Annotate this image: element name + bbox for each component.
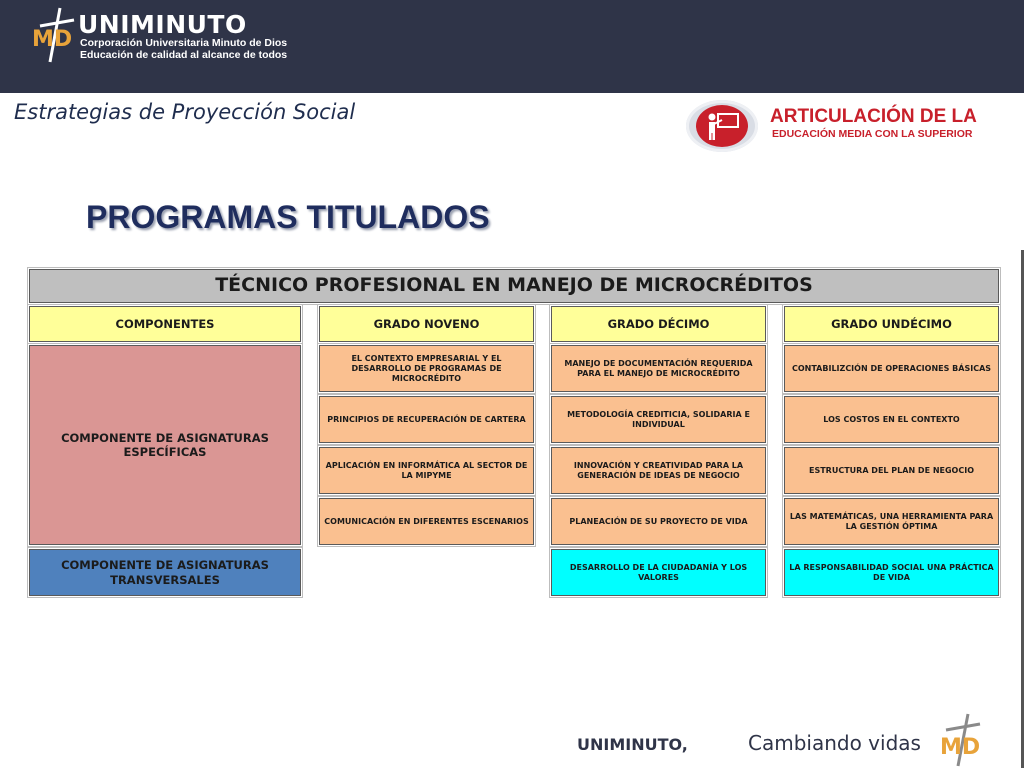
header-componentes: COMPONENTES	[29, 306, 301, 342]
undecimo-cell: LOS COSTOS EN EL CONTEXTO	[784, 396, 999, 443]
table-title: TÉCNICO PROFESIONAL EN MANEJO DE MICROCRÉDITOS	[29, 269, 999, 303]
noveno-cell: APLICACIÓN EN INFORMÁTICA AL SECTOR DE LA MIPYME	[319, 447, 534, 494]
badge-title: ARTICULACIÓN DE LA	[770, 106, 977, 127]
teacher-board-icon	[704, 111, 740, 141]
decimo-cell: INNOVACIÓN Y CREATIVIDAD PARA LA GENERACIÓN DE IDEAS DE NEGOCIO	[551, 447, 766, 494]
component-especificas: COMPONENTE DE ASIGNATURAS ESPECÍFICAS	[29, 345, 301, 545]
footer-logo-icon	[938, 712, 984, 768]
header-grado-decimo: GRADO DÉCIMO	[551, 306, 766, 342]
noveno-cell: PRINCIPIOS DE RECUPERACIÓN DE CARTERA	[319, 396, 534, 443]
noveno-cell: COMUNICACIÓN EN DIFERENTES ESCENARIOS	[319, 498, 534, 545]
uniminuto-logo-icon	[30, 6, 78, 64]
footer-brand: UNIMINUTO,	[577, 735, 688, 754]
undecimo-cell: ESTRUCTURA DEL PLAN DE NEGOCIO	[784, 447, 999, 494]
page-title: PROGRAMAS TITULADOS	[86, 199, 490, 235]
undecimo-cell-transversal: LA RESPONSABILIDAD SOCIAL UNA PRÁCTICA DE VIDA	[784, 549, 999, 596]
logo-tagline: Educación de calidad al alcance de todos	[80, 49, 288, 61]
noveno-cell: EL CONTEXTO EMPRESARIAL Y EL DESARROLLO DE PROGRAMAS DE MICROCRÉDITO	[319, 345, 534, 392]
badge-subtitle: EDUCACIÓN MEDIA CON LA SUPERIOR	[772, 128, 973, 140]
undecimo-cell: LAS MATEMÁTICAS, UNA HERRAMIENTA PARA LA GESTIÓN ÓPTIMA	[784, 498, 999, 545]
decimo-cell: PLANEACIÓN DE SU PROYECTO DE VIDA	[551, 498, 766, 545]
decimo-cell: MANEJO DE DOCUMENTACIÓN REQUERIDA PARA EL MANEJO DE MICROCRÉDITO	[551, 345, 766, 392]
logo-mark-text: MD	[32, 27, 73, 52]
decimo-cell: METODOLOGÍA CREDITICIA, SOLIDARIA E INDIVIDUAL	[551, 396, 766, 443]
footer-slogan: Cambiando vidas	[748, 731, 921, 755]
logo-subtitle: Corporación Universitaria Minuto de Dios	[80, 37, 288, 49]
header-bar	[0, 0, 1024, 93]
logo-title: UNIMINUTO	[78, 10, 247, 39]
articulation-badge	[686, 100, 758, 152]
header-grado-undecimo: GRADO UNDÉCIMO	[784, 306, 999, 342]
header-grado-noveno: GRADO NOVENO	[319, 306, 534, 342]
section-title: Estrategias de Proyección Social	[14, 100, 356, 124]
footer-logo-mark: MD	[940, 735, 981, 760]
badge-inner	[696, 105, 748, 147]
component-transversales: COMPONENTE DE ASIGNATURAS TRANSVERSALES	[29, 549, 301, 596]
undecimo-cell: CONTABILIZCIÓN DE OPERACIONES BÁSICAS	[784, 345, 999, 392]
decimo-cell-transversal: DESARROLLO DE LA CIUDADANÍA Y LOS VALORES	[551, 549, 766, 596]
